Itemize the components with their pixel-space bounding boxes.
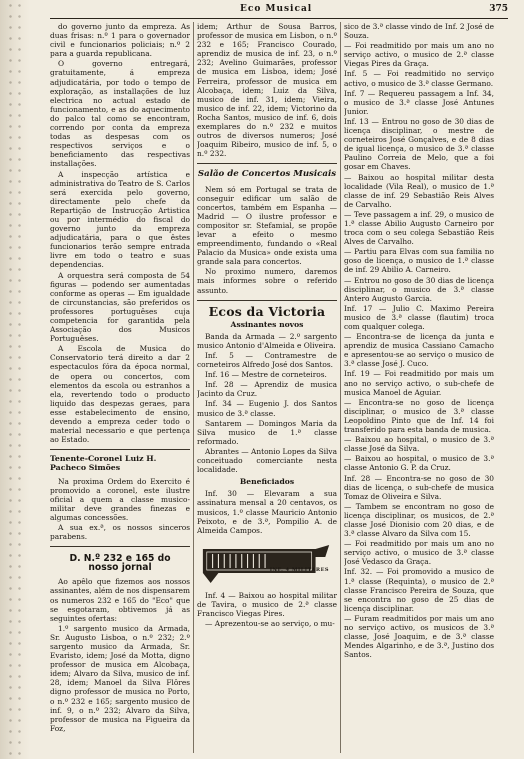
- paragraph: — Teve passagem a inf. 29, o musico de 1.ª classe Abilio Augusto Carneiro por troca com o seu colega Sebastião Reis Alves de Carvalho.: [344, 209, 494, 247]
- page-number: 375: [489, 4, 508, 14]
- paragraph: No proximo numero, daremos mais informes sobre o referido assunto.: [197, 267, 337, 295]
- paragraph: — Partiu para Elvas com sua familia no goso de licença, o musico de 1.ª classe de inf. 29 Abilio A. Carneiro.: [344, 247, 494, 275]
- paragraph: Abrantes — Antonio Lopes da Silva conceituado comerciante nesta localidade.: [197, 446, 337, 475]
- banner-illustration: [199, 543, 335, 585]
- paragraph: Inf. 4 — Baixou ao hospital militar de Tavira, o musico de 2.ª classe Francisco Viegas Pires.: [197, 590, 337, 618]
- binding-spine: [0, 0, 30, 759]
- banner-caption: INF. 4 MILITARES: [269, 566, 329, 573]
- paragraph: idem; Arthur de Sousa Barros, professor de musica em Lisbon, o n.º 232 e 165; Francisco Courado, aprendiz de musica de inf. 23, o n.º 232; Avelino Guimarães, professor de musica em Lisboa, idem; José Ferreira, professor de musica em Alcobaça, idem; Luiz da Silva, musico de inf. 31, idem; Vieira, musico de inf. 22, idem; Victorino da Rocha Santos, musico de inf. 6, dois exemplares do n.º 232 e muitos outros de diversos numeros; José Joaquim Ribeiro, musico de inf. 5, o n.º 232.: [197, 22, 337, 159]
- divider: [197, 300, 337, 301]
- paragraph: Inf. 7 — Requereu passagem a Inf. 34, o musico de 3.ª classe José Antunes Junior.: [344, 88, 494, 116]
- paragraph: do governo junto da empreza. As duas frisas: n.º 1 para o governador civil e funcionarios policiais; n.º 2 para a guarda republicana.: [50, 22, 190, 59]
- paragraph: — Baixou ao hospital, o musico de 3.ª classe José da Silva.: [344, 435, 494, 454]
- paragraph: Inf. 5 — Foi readmitido no serviço activo, o musico de 3.ª classe Germano.: [344, 69, 494, 88]
- paragraph: Ao apêlo que fizemos aos nossos assinantes, além de nos dispensarem os numeros 232 e 165 do "Eco" que se esgotaram, obtivemos já as seguintes ofertas:: [50, 577, 190, 623]
- column-rule: [193, 22, 194, 753]
- paragraph: Santarem — Domingos Maria da Silva musico de 1.ª classe reformado.: [197, 418, 337, 446]
- paragraph: Inf. 5 — Contramestre de corneteiros Alfredo José dos Santos.: [197, 351, 337, 370]
- paragraph: Inf. 17 — Julio C. Maximo Pereira musico de 3.ª classe (flautim) troca com qualquer colega.: [344, 303, 494, 331]
- paragraph: Na proxima Ordem do Exercito é promovido a coronel, este ilustre oficial a quem a classe musico-militar deve grandes finezas e algumas concessões.: [50, 476, 190, 522]
- section-heading: Tenente-Coronel Luiz H. Pacheco Simões: [50, 454, 157, 473]
- paragraph: O governo entregará, gratuitamente, á empreza adjudicatária, por todo o tempo de exploração, as installações de luz electrica no actual estado de funcionamento, e as do aquecimento do palco tal como se encontram, correndo por conta da empreza todas as despesas com os respectivos serviços e o beneficiamento das respectivas installações.: [50, 59, 190, 169]
- paragraph: Banda da Armada — 2.º sargento musico Antonio d'Almeida e Oliveira.: [197, 331, 337, 350]
- divider: [50, 449, 190, 450]
- paragraph: — Baixou ao hospital, o musico de 3.ª classe Antonio G. P. da Cruz.: [344, 454, 494, 473]
- paragraph: — Tambem se encontram no goso de licença disciplinar, os musicos, de 2.ª classe José Dionisio com 20 dias, e de 3.ª classe Alvaro da Silva com 15.: [344, 501, 494, 539]
- paragraph: Inf. 28 — Aprendiz de musica Jacinto da Cruz.: [197, 380, 337, 399]
- paragraph: sico de 3.ª classe vindo de Inf. 2 José de Souza.: [344, 22, 494, 41]
- section-heading: Salão de Concertos Musicais: [197, 169, 337, 180]
- paragraph: Inf. 32. — Foi promovido a musico de 1.ª classe (Requinta), o musico de 2.ª classe Francisco Pereira de Souza, que se encontra no goso de 25 dias de licença disciplinar.: [344, 567, 494, 613]
- paragraph: A inspecção artística e administrativa do Teatro de S. Carlos será exercida pelo governo, directamente pelo chefe da Repartição de Instrucção Artistica ou por intermédio do fiscal do governo junto da empreza adjudicatária, para o que êstes funcionarios terão sempre entrada livre em todo o teatro e suas dependencias.: [50, 169, 190, 270]
- paragraph: — Entrou no goso de 30 dias de licença disciplinar, o musico de 3.ª classe Antero Augusto Garcia.: [344, 275, 494, 303]
- paragraph: 1.º sargento musico da Armada, Sr. Augusto Lisboa, o n.º 232; 2.º sargento musico da Armada, Sr. Evaristo, idem; José da Motta, digno professor de musica em Alcobaça, idem; Alvaro da Silva, musico de inf. 28, idem; Manoel da Silva Flôres digno professor de musica no Porto, o n.º 232 e 165; sargento musico de inf. 9, o n.º 232; Alvaro da Silva, professor de musica na Figueira da Foz,: [50, 623, 190, 733]
- section-heading: D. N.º 232 e 165 do nosso jornal: [69, 553, 171, 574]
- decorative-banner: [199, 543, 335, 585]
- column-1: [50, 22, 190, 753]
- paragraph: — Encontra-se no goso de licença disciplinar, o musico de 3.ª classe Leopoldino Pinto que de Inf. 14 foi transferido para esta banda de musica.: [344, 397, 494, 435]
- column-3: [344, 22, 494, 753]
- paragraph: Nem só em Portugal se trata de conseguir edificar um salão de concertos, também em Espanha — Madrid — O ilustre professor e compositor sr. Stefamial, se propõe levar a efeito o mesmo empreendimento, fundando o «Real Palacio da Musica» onde exista uma grande sala para concertos.: [197, 184, 337, 267]
- paragraph: Inf. 30 — Elevaram a sua assinatura mensal a 20 centavos, os musicos, 1.º classe Mauricio Antonio Peixoto, e de 3.ª, Pompilio A. de Almeida Campos.: [197, 489, 337, 535]
- section-heading: Ecos da Victoria: [208, 303, 326, 319]
- column-2: [197, 22, 337, 753]
- page-header: [50, 4, 508, 19]
- subsection-heading: Beneficiados: [239, 477, 295, 487]
- paragraph: — Foi readmitido por mais um ano no serviço activo, o musico de 3.ª classe José Vedasco da Graça.: [344, 539, 494, 567]
- column-rule: [340, 22, 341, 753]
- subsection-heading: Assinantes novos: [230, 319, 304, 329]
- paragraph: Inf. 28 — Encontra-se no goso de 30 dias de licença, o sub-chefe de musica Tomaz de Oliveira e Silva.: [344, 473, 494, 501]
- binding-holes: [6, 0, 22, 759]
- paragraph: — Aprezentou-se ao serviço, o mu-: [205, 619, 335, 629]
- paragraph: Inf. 16 — Mestre de corneteiros.: [205, 370, 327, 380]
- paragraph: — Baixou ao hospital militar desta localidade (Vila Real), o musico de 1.ª classe de inf. 29 Sebastião Reis Alves de Carvalho.: [344, 172, 494, 209]
- masthead-title: Eco Musical: [240, 4, 313, 14]
- paragraph: Inf. 19 — Foi readmitido por mais um ano no serviço activo, o sub-chefe de musica Manoel de Aguiar.: [344, 369, 494, 397]
- paragraph: Inf. 34 — Eugenio J. dos Santos musico de 3.ª classe.: [197, 399, 337, 418]
- paragraph: — Encontra-se de licença da junta e aprendiz de musica Cassiano Camacho e apresentou-se ao serviço o musico de 3.ª classe José J. Cuco.: [344, 332, 494, 369]
- paragraph: Inf. 13 — Entrou no goso de 30 dias de licença disciplinar, o mestre de corneteiros José Gonçalves, e de 8 dias de igual licença, o musico de 3.ª classe Paulino Correia de Melo, que a foi gosar em Chaves.: [344, 116, 494, 172]
- divider: [197, 163, 337, 164]
- paragraph: A Escola de Musica do Conservatorio terá direito a dar 2 espectaculos fóra da época normal, de opera ou concertos, com elementos da escola ou estranhos a ela, revertendo todo o producto liquido das despezas geraes, para esse estabelecimento de ensino, devendo a empreza ceder todo o material necessario e que pertença ao Estado.: [50, 344, 190, 445]
- paragraph: — Furam readmitidos por mais um ano no serviço activo, os musicos de 3.ª classe, José Joaquim, e de 3.ª classe Mendes Algarinho, e de 3.ª, Justino dos Santos.: [344, 613, 494, 660]
- paragraph: — Foi readmitido por mais um ano no serviço activo, o musico de 2.ª classe Viegas Pires da Graça.: [344, 41, 494, 69]
- divider: [50, 546, 190, 547]
- paragraph: A orquestra será composta de 54 figuras — podendo ser aumentadas conforme as operas — Em igualdade de circunstancias, são preferidos os professores portuguêses cuja competencia for garantida pela Associação dos Musicos Portuguêses.: [50, 270, 190, 344]
- paragraph: A sua ex.ª, os nossos sinceros parabens.: [50, 522, 190, 542]
